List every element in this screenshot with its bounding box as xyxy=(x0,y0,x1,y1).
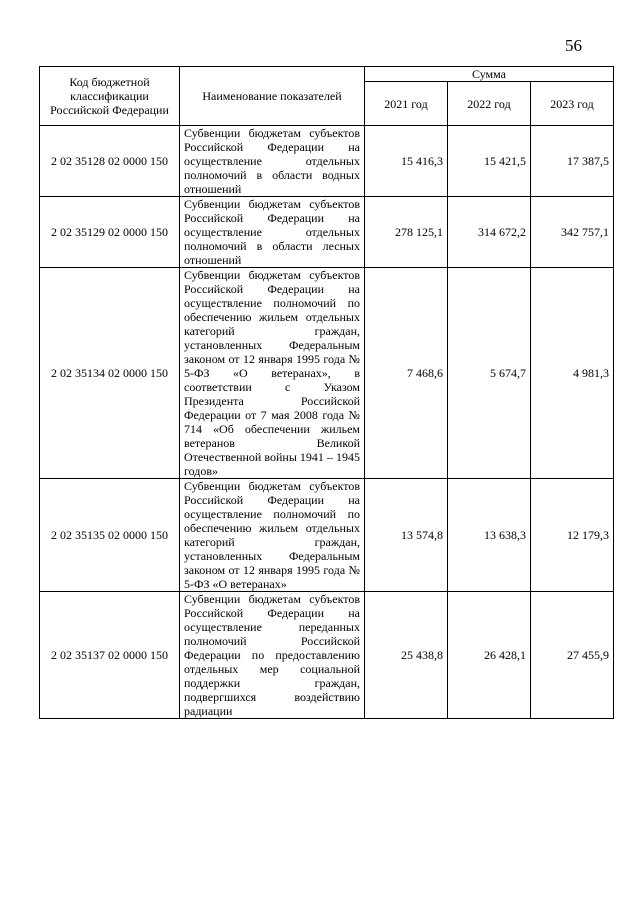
amount-2022: 15 421,5 xyxy=(448,126,531,197)
amount-2023: 27 455,9 xyxy=(531,592,614,719)
header-year-2021: 2021 год xyxy=(365,82,448,126)
table-row xyxy=(40,126,614,197)
header-year-2023: 2023 год xyxy=(531,82,614,126)
table-row xyxy=(40,592,614,719)
budget-code: 2 02 35134 02 0000 150 xyxy=(40,268,180,479)
amount-2021: 15 416,3 xyxy=(365,126,448,197)
amount-2022: 26 428,1 xyxy=(448,592,531,719)
header-sum: Сумма xyxy=(365,67,614,82)
amount-2022: 314 672,2 xyxy=(448,197,531,268)
amount-2023: 4 981,3 xyxy=(531,268,614,479)
table-row xyxy=(40,268,614,479)
amount-2022: 13 638,3 xyxy=(448,479,531,592)
amount-2021: 7 468,6 xyxy=(365,268,448,479)
budget-code: 2 02 35135 02 0000 150 xyxy=(40,479,180,592)
header-year-2022: 2022 год xyxy=(448,82,531,126)
page-number: 56 xyxy=(565,36,582,55)
table-row xyxy=(40,479,614,592)
indicator-name: Субвенции бюджетам субъектов Российской Федерации на осуществление переданных полномочий Российской Федерации по предоставлению отдельных мер социальной поддержки граждан, подвергшихся воздействию радиации xyxy=(180,592,365,719)
amount-2022: 5 674,7 xyxy=(448,268,531,479)
budget-table xyxy=(39,66,614,719)
indicator-name: Субвенции бюджетам субъектов Российской Федерации на осуществление полномочий по обеспечению жильем отдельных категорий граждан, установленных Федеральным законом от 12 января 1995 года № 5-ФЗ «О ветеранах», в соответствии с Указом Президента Российской Федерации от 7 мая 2008 года № 714 «Об обеспечении жильем ветеранов Великой Отечественной войны 1941 – 1945 годов» xyxy=(180,268,365,479)
budget-code: 2 02 35137 02 0000 150 xyxy=(40,592,180,719)
amount-2023: 12 179,3 xyxy=(531,479,614,592)
header-row-top xyxy=(40,67,614,82)
table-row xyxy=(40,197,614,268)
amount-2021: 13 574,8 xyxy=(365,479,448,592)
indicator-name: Субвенции бюджетам субъектов Российской Федерации на осуществление отдельных полномочий в области лесных отношений xyxy=(180,197,365,268)
indicator-name: Субвенции бюджетам субъектов Российской Федерации на осуществление отдельных полномочий в области водных отношений xyxy=(180,126,365,197)
header-name: Наименование показателей xyxy=(180,67,365,126)
amount-2023: 17 387,5 xyxy=(531,126,614,197)
budget-code: 2 02 35128 02 0000 150 xyxy=(40,126,180,197)
indicator-name: Субвенции бюджетам субъектов Российской Федерации на осуществление полномочий по обеспечению жильем отдельных категорий граждан, установленных Федеральным законом от 12 января 1995 года № 5-ФЗ «О ветеранах» xyxy=(180,479,365,592)
amount-2023: 342 757,1 xyxy=(531,197,614,268)
amount-2021: 278 125,1 xyxy=(365,197,448,268)
amount-2021: 25 438,8 xyxy=(365,592,448,719)
header-code: Код бюджетной классификации Российской Федерации xyxy=(40,67,180,126)
budget-code: 2 02 35129 02 0000 150 xyxy=(40,197,180,268)
